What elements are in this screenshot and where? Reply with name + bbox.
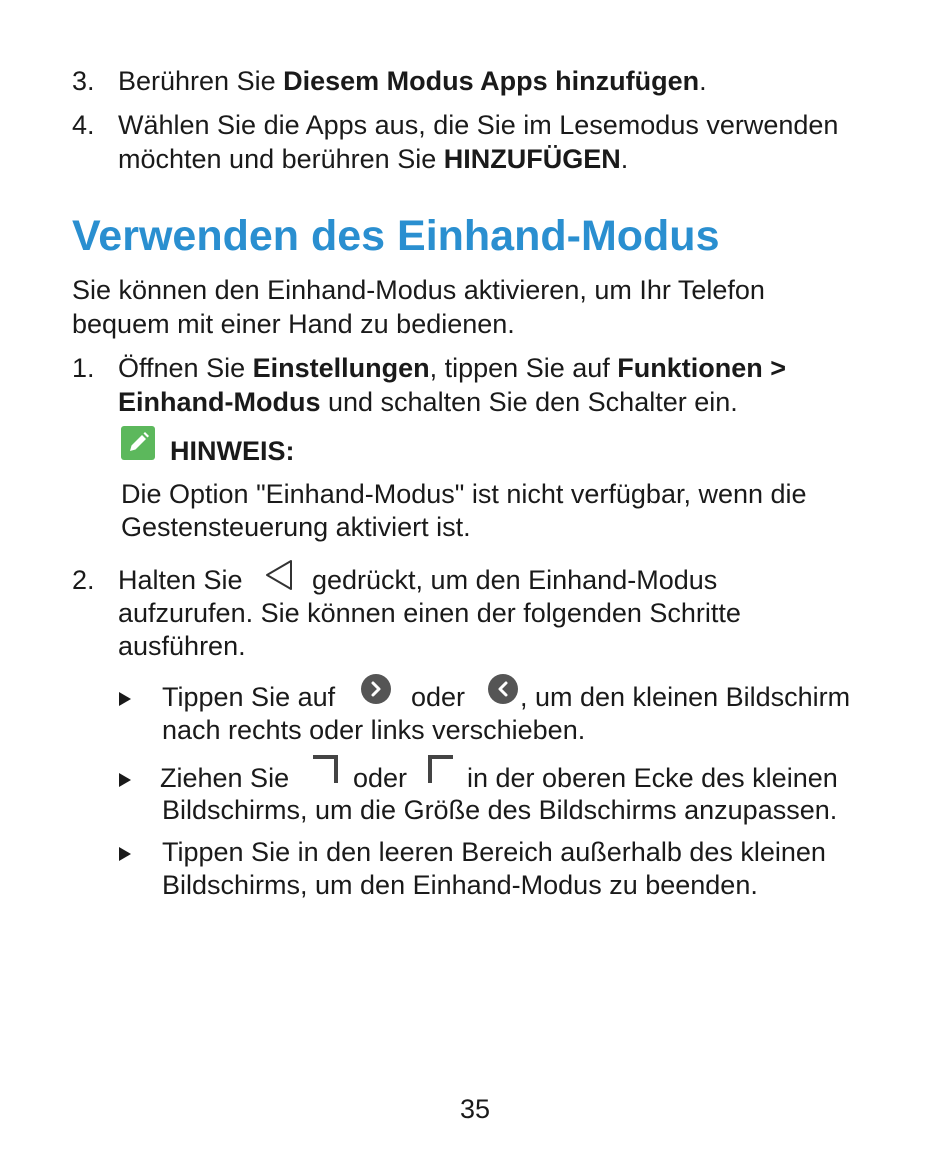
bullet-2-line1-post: in der oberen Ecke des kleinen (467, 763, 838, 793)
step-2-line1-pre: Halten Sie (118, 565, 243, 595)
step-3-text: Berühren Sie Diesem Modus Apps hinzufügen. (118, 66, 707, 96)
bullet-1-line1-pre: Tippen Sie auf (162, 682, 336, 712)
pencil-note-icon (121, 426, 155, 460)
page-number: 35 (459, 1094, 491, 1124)
bullet-1-line1-post: , um den kleinen Bildschirm (520, 682, 851, 712)
step-1-line2: Einhand-Modus und schalten Sie den Schalter ein. (118, 387, 738, 417)
list-number: 3. (72, 66, 95, 96)
step-4-line1: Wählen Sie die Apps aus, die Sie im Lesemodus verwenden (118, 110, 839, 140)
arrow-left-circle-icon (487, 673, 519, 710)
note-line2: Gestensteuerung aktiviert ist. (121, 512, 471, 542)
step-2-line2: aufzurufen. Sie können einen der folgenden Schritte (118, 598, 741, 628)
bullet-marker (119, 847, 131, 861)
arrow-right-circle-icon (360, 673, 392, 710)
step-2-line3: ausführen. (118, 631, 246, 661)
intro-line2: bequem mit einer Hand zu bedienen. (72, 309, 515, 339)
list-number: 4. (72, 110, 95, 140)
note-line1: Die Option "Einhand-Modus" ist nicht verfügbar, wenn die (121, 479, 807, 509)
intro-line1: Sie können den Einhand-Modus aktivieren, um Ihr Telefon (72, 275, 765, 305)
back-triangle-icon (262, 557, 296, 598)
corner-top-left-icon (425, 753, 455, 792)
bullet-2-line2: Bildschirms, um die Größe des Bildschirms anzupassen. (162, 795, 838, 825)
step-4-line2: möchten und berühren Sie HINZUFÜGEN. (118, 144, 629, 174)
step-1-line1: Öffnen Sie Einstellungen, tippen Sie auf Funktionen > (118, 353, 787, 383)
list-number: 2. (72, 565, 95, 595)
corner-top-right-icon (311, 753, 341, 792)
bullet-1-line2: nach rechts oder links verschieben. (162, 715, 586, 745)
bullet-marker (119, 692, 131, 706)
bullet-1-line1-mid: oder (411, 682, 466, 712)
bullet-3-line2: Bildschirms, um den Einhand-Modus zu beenden. (162, 870, 758, 900)
list-number: 1. (72, 353, 95, 383)
bullet-2-line1-pre: Ziehen Sie (160, 763, 290, 793)
section-heading: Verwenden des Einhand-Modus (72, 212, 720, 260)
bullet-2-line1-mid: oder (353, 763, 408, 793)
step-2-line1-post: gedrückt, um den Einhand-Modus (312, 565, 718, 595)
bullet-marker (119, 773, 131, 787)
note-title: HINWEIS: (170, 436, 295, 466)
bullet-3-line1: Tippen Sie in den leeren Bereich außerhalb des kleinen (162, 837, 826, 867)
